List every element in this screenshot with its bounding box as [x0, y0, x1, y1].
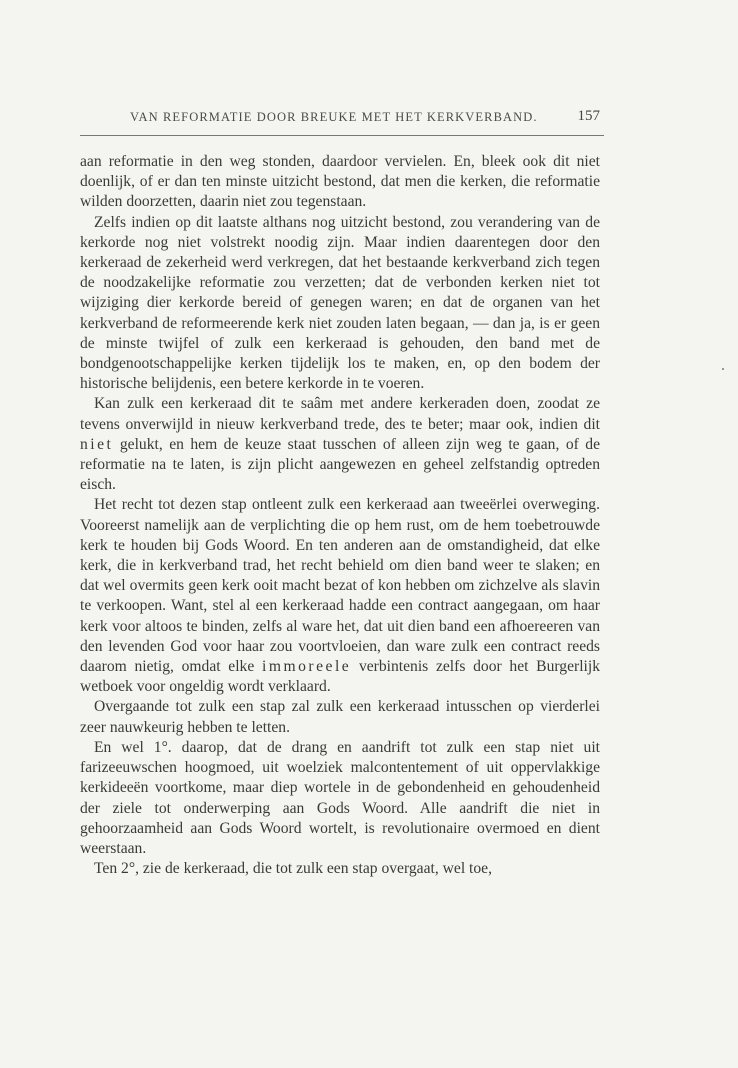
paragraph-text: gelukt, en hem de keuze staat tusschen of alleen zijn weg te gaan, of de reformatie na te laten, is zijn plicht aangewezen en geheel zelfstandig optreden eisch.	[80, 435, 600, 494]
emphasized-word: niet	[80, 435, 114, 453]
margin-speck	[722, 368, 724, 370]
page-number: 157	[577, 108, 600, 124]
paragraph: Overgaande tot zulk een stap zal zulk een kerkeraad intusschen op vierderlei zeer nauwkeurig hebben te letten.	[80, 698, 600, 736]
paragraph: Zelfs indien op dit laatste althans nog uitzicht bestond, zou verandering van de kerkorde nog niet volstrekt noodig zijn. Maar indien daarentegen door den kerkeraad de zekerheid werd verkregen, dat het bestaande kerkverband zich tegen de noodzakelijke reformatie zou verzetten; dat de verbonden kerken niet tot wijziging dier kerkorde bereid of genegen waren; en dat de organen van het kerkverband de reformeerende kerk niet zouden laten begaan, — dan ja, is er geen de minste twijfel of zulk een kerkeraad is gehouden, den band met de bondgenootschappelijke kerken tijdelijk los te maken, en, op den bodem der historische belijdenis, een betere kerkorde in te voeren.	[80, 213, 600, 393]
paragraph-text: Kan zulk een kerkeraad dit te saâm met andere kerkeraden doen, zoodat ze tevens onverwijld in nieuw kerkverband trede, des te beter; maar ook, indien dit	[80, 395, 600, 433]
paragraph: Ten 2°, zie de kerkeraad, die tot zulk een stap overgaat, wel toe,	[94, 860, 492, 878]
running-title: VAN REFORMATIE DOOR BREUKE MET HET KERKVERBAND.	[130, 110, 538, 124]
emphasized-word: immoreele	[262, 658, 352, 676]
paragraph-text: Het recht tot dezen stap ontleent zulk een kerkeraad aan tweeërlei overweging. Vooreerst namelijk aan de verplichting die op hem rust, om de hem toebetrouwde kerk te houden bij Gods Woord. En ten anderen aan de omstandigheid, dat elke kerk, die in kerkverband trad, het recht behield om dien band weer te slaken; en dat wel overmits geen kerk ooit macht bezat of kon hebben om zichzelve als slavin te verkoopen. Want, stel al een kerkeraad hadde een contract aangegaan, om haar kerk voor altoos te binden, zelfs al ware het, dat uit dien band een afhoereeren van den levenden God voor haar zou voortvloeien, dan ware zulk een contract reeds daarom nietig, omdat elke	[80, 496, 600, 676]
paragraph	[80, 495, 600, 697]
paragraph-continuation: aan reformatie in den weg stonden, daardoor vervielen. En, bleek ook dit niet doenlijk, of er dan ten minste uitzicht bestond, dat men die kerken, die reformatie wilden doorzetten, daarin niet zou tegenstaan.	[80, 153, 600, 211]
paragraph	[80, 394, 600, 495]
header-rule	[80, 135, 604, 136]
paragraph-text: verbintenis zelfs door het Burgerlijk wetboek voor ongeldig wordt verklaard.	[80, 658, 600, 696]
paragraph: En wel 1°. daarop, dat de drang en aandrift tot zulk een stap niet uit farizeeuwschen hoogmoed, uit woelziek malcontentement of uit oppervlakkige kerkideeën voortkome, maar diep wortele in de gebondenheid en gehoudenheid der ziele tot onderwerping aan Gods Woord. Alle aandrift die niet in gehoorzaamheid aan Gods Woord wortelt, is revolutionaire overmoed en dient weerstaan.	[80, 738, 600, 857]
running-header	[80, 110, 604, 132]
body-text	[80, 152, 600, 879]
